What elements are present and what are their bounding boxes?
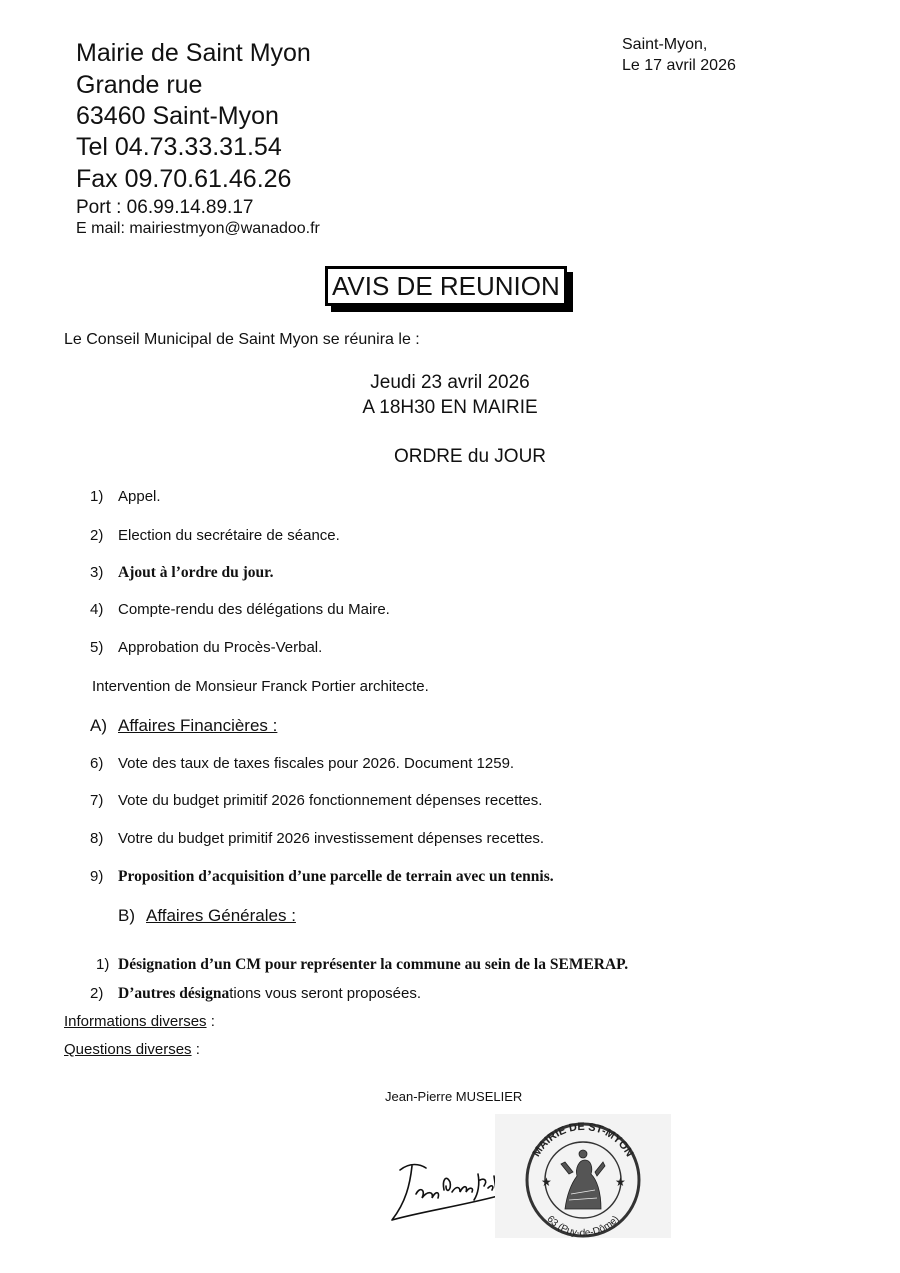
misc-questions	[64, 1041, 200, 1058]
signer-name: Jean-Pierre MUSELIER	[385, 1089, 523, 1104]
section-letter: A)	[90, 716, 107, 735]
agenda-item	[90, 755, 514, 772]
place-name: Saint-Myon,	[622, 36, 708, 53]
item-text: Compte-rendu des délégations du Maire.	[118, 601, 390, 618]
svg-text:★: ★	[541, 1175, 552, 1189]
agenda-item	[90, 792, 542, 809]
item-text: Appel.	[118, 488, 161, 505]
meeting-date: Jeudi 23 avril 2026	[370, 372, 530, 393]
item-number: 9)	[90, 868, 104, 885]
item-text: Election du secrétaire de séance.	[118, 527, 340, 544]
item-number: 7)	[90, 792, 104, 809]
agenda-title: ORDRE du JOUR	[393, 446, 547, 467]
agenda-item	[90, 985, 421, 1003]
agenda-item	[90, 488, 161, 505]
org-name: Mairie de Saint Myon	[76, 39, 311, 67]
stamp-top-text: MAIRIE DE ST-MYON	[530, 1120, 636, 1159]
item-number: 8)	[90, 830, 104, 847]
item-text: Vote des taux de taxes fiscales pour 2026. Document 1259.	[118, 755, 515, 772]
email-address: E mail: mairiestmyon@wanadoo.fr	[76, 220, 320, 237]
misc-info-label: Informations diverses	[64, 1013, 207, 1030]
item-number: 3)	[90, 564, 104, 581]
stamp-seal-icon	[495, 1114, 671, 1238]
item-text: Ajout à l’ordre du jour.	[118, 564, 274, 581]
section-letter: B)	[118, 906, 135, 925]
signature-image	[380, 1150, 510, 1230]
section-b-heading	[118, 906, 296, 926]
item-text: Vote du budget primitif 2026 fonctionnement dépenses recettes.	[118, 792, 543, 809]
item-number: 4)	[90, 601, 104, 618]
notice-title: AVIS DE REUNION	[325, 266, 567, 306]
misc-info	[64, 1013, 215, 1030]
item-text-rest: tions vous seront proposées.	[229, 985, 422, 1002]
mobile-number: Port : 06.99.14.89.17	[76, 197, 254, 218]
agenda-item	[90, 564, 273, 582]
item-number: 5)	[90, 639, 104, 656]
agenda-item	[90, 527, 340, 544]
stamp-bottom-text: 63 (Puy-de-Dôme)	[544, 1213, 622, 1238]
agenda-item	[90, 830, 544, 847]
place-date	[622, 34, 736, 76]
item-number: 2)	[90, 985, 104, 1002]
town-hall-stamp	[495, 1114, 671, 1238]
item-text: Votre du budget primitif 2026 investissement dépenses recettes.	[118, 830, 545, 847]
intro-text: Le Conseil Municipal de Saint Myon se réunira le :	[64, 331, 420, 348]
item-number: 1)	[96, 956, 110, 973]
agenda-item	[90, 639, 322, 656]
fax-number: Fax 09.70.61.46.26	[76, 165, 292, 193]
item-number: 1)	[90, 488, 104, 505]
item-text: Proposition d’acquisition d’une parcelle de terrain avec un tennis.	[118, 868, 554, 885]
meeting-time-place: A 18H30 EN MAIRIE	[362, 397, 538, 418]
item-number: 2)	[90, 527, 104, 544]
section-a-heading	[90, 716, 277, 736]
phone-number: Tel 04.73.33.31.54	[76, 133, 282, 161]
item-number: 6)	[90, 755, 104, 772]
section-title: Affaires Générales :	[146, 906, 296, 925]
item-text: Approbation du Procès-Verbal.	[118, 639, 323, 656]
item-text: Désignation d’un CM pour représenter la commune au sein de la SEMERAP.	[118, 956, 629, 973]
agenda-item	[96, 956, 628, 974]
misc-questions-label: Questions diverses	[64, 1041, 192, 1058]
colon: :	[191, 1041, 200, 1058]
letter-date: Le 17 avril 2026	[622, 57, 736, 74]
street-address: Grande rue	[76, 71, 203, 99]
intervention-text: Intervention de Monsieur Franck Portier architecte.	[92, 678, 429, 695]
section-title: Affaires Financières :	[118, 716, 278, 735]
item-text-bold: D’autres désigna	[118, 985, 230, 1002]
agenda-item	[90, 868, 554, 886]
colon: :	[206, 1013, 215, 1030]
svg-text:★: ★	[615, 1175, 626, 1189]
city-address: 63460 Saint-Myon	[76, 102, 279, 130]
agenda-item	[90, 601, 390, 618]
